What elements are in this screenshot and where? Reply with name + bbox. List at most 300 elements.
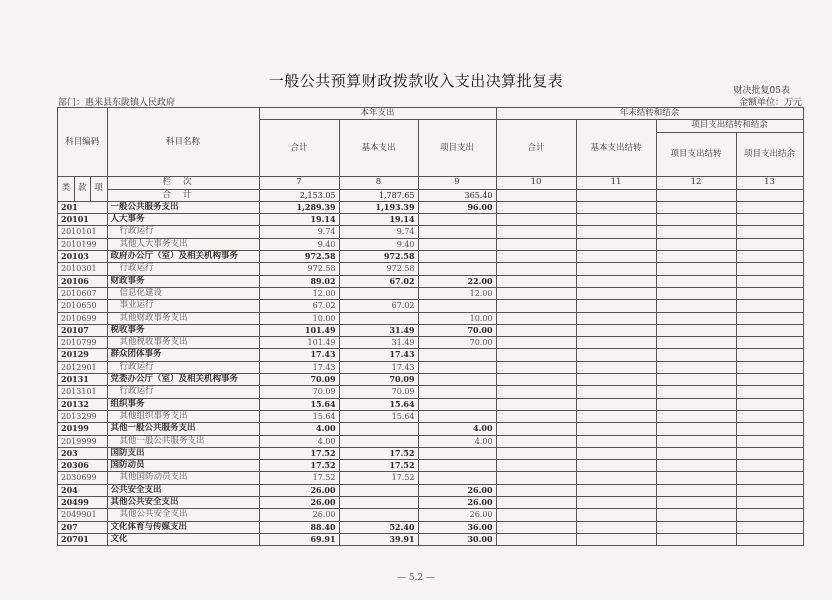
row-code: 20132 [58,398,108,410]
budget-table [57,107,804,546]
empty-cell [496,337,576,349]
empty-cell [736,497,803,509]
empty-cell [736,410,803,422]
row-code: 2019999 [58,435,108,447]
empty-cell [496,275,576,287]
row-total: 101.49 [259,324,339,336]
row-code: 20106 [58,275,108,287]
row-name: 文化 [107,533,259,545]
empty-cell [656,349,736,361]
row-total: 15.64 [259,398,339,410]
empty-cell [496,472,576,484]
row-project: 70.00 [418,324,496,336]
row-basic: 972.58 [339,251,418,263]
empty-cell [496,410,576,422]
empty-cell [576,398,656,410]
empty-cell [736,214,803,226]
row-basic [339,484,418,496]
empty-cell [736,337,803,349]
row-code: 2013299 [58,410,108,422]
row-basic: 70.09 [339,374,418,386]
page-number: — 5.2 — [396,573,436,583]
row-basic: 19.14 [339,214,418,226]
row-code: 2010607 [58,287,108,299]
row-project: 12.00 [418,287,496,299]
empty-cell [576,374,656,386]
empty-cell [736,447,803,459]
row-code: 2010199 [58,238,108,250]
header-code: 科目编码 [58,108,108,177]
row-code: 204 [58,484,108,496]
row-name: 其他公共安全支出 [107,509,259,521]
empty-cell [496,238,576,250]
row-total: 972.58 [259,251,339,263]
row-name: 事业运行 [107,300,259,312]
header-project: 项目支出 [418,120,496,177]
empty-cell [656,300,736,312]
row-total: 12.00 [259,287,339,299]
empty-cell [736,472,803,484]
row-project: 70.00 [418,337,496,349]
table-row [58,287,804,299]
empty-cell [496,521,576,533]
col-num-8: 8 [339,177,418,189]
row-project [418,214,496,226]
row-project [418,410,496,422]
empty-cell [656,287,736,299]
empty-cell [496,214,576,226]
empty-cell [736,435,803,447]
row-name: 政府办公厅（室）及相关机构事务 [107,251,259,263]
table-row [58,226,804,238]
header-name: 科目名称 [107,108,259,177]
empty-cell [496,374,576,386]
row-project [418,238,496,250]
row-total: 1,289.39 [259,201,339,213]
empty-cell [656,398,736,410]
table-row [58,484,804,496]
empty-cell [656,460,736,472]
table-row [58,349,804,361]
empty-cell [656,251,736,263]
row-name: 其他人大事务支出 [107,238,259,250]
empty-cell [576,361,656,373]
empty-cell [496,533,576,545]
table-row [58,374,804,386]
row-total: 101.49 [259,337,339,349]
empty-cell [656,423,736,435]
row-project [418,226,496,238]
row-basic: 1,193.39 [339,201,418,213]
row-code: 20199 [58,423,108,435]
row-basic: 9.74 [339,226,418,238]
row-project: 30.00 [418,533,496,545]
row-name: 其他财政事务支出 [107,312,259,324]
row-name: 国防支出 [107,447,259,459]
row-basic: 17.52 [339,460,418,472]
row-project [418,398,496,410]
row-code: 2030699 [58,472,108,484]
table-row [58,533,804,545]
sum-total: 2,153.05 [259,189,339,201]
header-basic-carry: 基本支出结转 [576,120,656,177]
row-basic [339,312,418,324]
row-project: 26.00 [418,509,496,521]
row-total: 70.09 [259,386,339,398]
empty-cell [576,201,656,213]
empty-cell [496,361,576,373]
empty-cell [656,312,736,324]
row-project [418,361,496,373]
row-code: 2049901 [58,509,108,521]
row-basic: 70.09 [339,386,418,398]
row-name: 其他一般公共服务支出 [107,423,259,435]
empty-cell [496,324,576,336]
row-basic: 67.02 [339,300,418,312]
row-project: 26.00 [418,497,496,509]
row-name: 党委办公厅（室）及相关机构事务 [107,374,259,386]
row-total: 10.00 [259,312,339,324]
sum-label: 合计 [107,189,259,201]
empty-cell [496,300,576,312]
row-name: 信息化建设 [107,287,259,299]
empty-cell [736,533,803,545]
row-basic: 15.64 [339,410,418,422]
table-row [58,460,804,472]
empty-cell [656,386,736,398]
empty-cell [736,287,803,299]
row-name: 其他税收事务支出 [107,337,259,349]
row-project [418,300,496,312]
sum-basic: 1,787.65 [339,189,418,201]
table-row [58,423,804,435]
empty-cell [576,324,656,336]
row-basic [339,435,418,447]
row-project: 36.00 [418,521,496,533]
empty-cell [496,398,576,410]
empty-cell [656,497,736,509]
lanci-label: 栏次 [107,177,259,189]
empty-cell [496,287,576,299]
row-total: 26.00 [259,484,339,496]
empty-cell [656,238,736,250]
empty-cell [736,300,803,312]
empty-cell [576,484,656,496]
row-project [418,263,496,275]
header-project-surplus: 项目支出结余 [736,132,803,177]
table-row [58,238,804,250]
empty-cell [576,226,656,238]
empty-cell [656,435,736,447]
row-basic: 9.40 [339,238,418,250]
row-basic: 972.58 [339,263,418,275]
empty-cell [576,521,656,533]
row-basic: 17.43 [339,349,418,361]
row-name: 文化体育与传媒支出 [107,521,259,533]
empty-cell [736,484,803,496]
row-basic: 52.40 [339,521,418,533]
empty-cell [736,349,803,361]
empty-cell [656,275,736,287]
empty-cell [736,361,803,373]
empty-cell [576,497,656,509]
header-total: 合计 [259,120,339,177]
table-row [58,214,804,226]
empty-cell [736,374,803,386]
empty-cell [576,349,656,361]
row-total: 67.02 [259,300,339,312]
empty-cell [656,263,736,275]
empty-cell [656,226,736,238]
empty-cell [496,435,576,447]
table-row [58,398,804,410]
row-code: 20306 [58,460,108,472]
header-project-carry: 项目支出结转 [656,132,736,177]
row-name: 其他国防动员支出 [107,472,259,484]
row-code: 2010699 [58,312,108,324]
empty-cell [656,374,736,386]
empty-cell [576,263,656,275]
col-num-13: 13 [736,177,803,189]
empty-cell [736,263,803,275]
empty-cell [496,509,576,521]
empty-cell [576,423,656,435]
row-total: 9.40 [259,238,339,250]
empty-cell [736,398,803,410]
empty-cell [576,533,656,545]
table-row [58,410,804,422]
row-basic: 15.64 [339,398,418,410]
empty-cell [576,386,656,398]
empty-cell [576,410,656,422]
row-total: 972.58 [259,263,339,275]
empty-cell [576,472,656,484]
col-num-11: 11 [576,177,656,189]
empty-cell [656,533,736,545]
row-basic [339,423,418,435]
table-row [58,251,804,263]
row-code: 201 [58,201,108,213]
empty-cell [496,423,576,435]
row-name: 群众团体事务 [107,349,259,361]
row-total: 19.14 [259,214,339,226]
empty-cell [496,484,576,496]
empty-cell [736,251,803,263]
header-kuan: 款 [75,177,91,202]
row-total: 89.02 [259,275,339,287]
empty-cell [736,460,803,472]
row-project: 4.00 [418,423,496,435]
empty-cell [576,300,656,312]
row-total: 17.52 [259,460,339,472]
empty-cell [496,201,576,213]
row-name: 税收事务 [107,324,259,336]
department-label: 部门：惠来县东陇镇人民政府 [58,98,176,108]
row-code: 2013101 [58,386,108,398]
empty-cell [656,521,736,533]
row-name: 行政运行 [107,226,259,238]
row-code: 20701 [58,533,108,545]
row-name: 其他公共安全支出 [107,497,259,509]
row-code: 2010799 [58,337,108,349]
row-project: 22.00 [418,275,496,287]
empty-cell [736,238,803,250]
empty-cell [736,226,803,238]
row-code: 20103 [58,251,108,263]
empty-cell [656,324,736,336]
row-name: 一般公共服务支出 [107,201,259,213]
empty-cell [496,349,576,361]
empty-cell [576,275,656,287]
row-total: 4.00 [259,423,339,435]
empty-cell [736,386,803,398]
row-name: 公共安全支出 [107,484,259,496]
row-code: 20107 [58,324,108,336]
row-project: 10.00 [418,312,496,324]
empty-cell [656,361,736,373]
row-basic: 17.52 [339,447,418,459]
table-row [58,201,804,213]
empty-cell [496,497,576,509]
row-code: 207 [58,521,108,533]
row-project: 4.00 [418,435,496,447]
header-lei: 类 [58,177,75,202]
empty-cell [576,287,656,299]
page-title: 一般公共预算财政拨款收入支出决算批复表 [268,72,564,90]
table-row [58,435,804,447]
row-code: 2010101 [58,226,108,238]
row-total: 26.00 [259,509,339,521]
header-current-year: 本年支出 [259,108,496,120]
row-basic: 39.91 [339,533,418,545]
row-project [418,472,496,484]
row-project [418,349,496,361]
row-total: 17.43 [259,349,339,361]
row-basic: 17.52 [339,472,418,484]
row-project [418,447,496,459]
row-code: 2010301 [58,263,108,275]
row-code: 203 [58,447,108,459]
empty-cell [656,447,736,459]
row-total: 88.40 [259,521,339,533]
empty-cell [496,251,576,263]
empty-cell [736,423,803,435]
empty-cell [656,472,736,484]
table-row [58,509,804,521]
row-total: 69.91 [259,533,339,545]
table-row [58,324,804,336]
row-name: 其他一般公共服务支出 [107,435,259,447]
table-row [58,472,804,484]
row-basic: 17.43 [339,361,418,373]
row-project: 96.00 [418,201,496,213]
row-name: 人大事务 [107,214,259,226]
table-row [58,521,804,533]
table-row [58,447,804,459]
empty-cell [736,201,803,213]
row-total: 9.74 [259,226,339,238]
empty-cell [656,214,736,226]
sum-project: 365.40 [418,189,496,201]
row-project: 26.00 [418,484,496,496]
empty-cell [656,484,736,496]
col-num-9: 9 [418,177,496,189]
row-basic: 31.49 [339,324,418,336]
empty-cell [736,312,803,324]
row-name: 行政运行 [107,361,259,373]
table-row [58,275,804,287]
row-name: 行政运行 [107,386,259,398]
row-basic [339,497,418,509]
row-project [418,251,496,263]
empty-cell [656,509,736,521]
row-name: 财政事务 [107,275,259,287]
empty-cell [496,460,576,472]
header-basic: 基本支出 [339,120,418,177]
row-code: 2012901 [58,361,108,373]
empty-cell [656,337,736,349]
empty-cell [656,410,736,422]
row-basic [339,287,418,299]
row-basic: 67.02 [339,275,418,287]
empty-cell [576,337,656,349]
empty-cell [736,324,803,336]
empty-cell [496,447,576,459]
row-total: 15.64 [259,410,339,422]
row-code: 2010650 [58,300,108,312]
empty-cell [576,312,656,324]
empty-cell [576,238,656,250]
unit-label: 金额单位：万元 [738,98,802,108]
col-num-12: 12 [656,177,736,189]
empty-cell [576,460,656,472]
empty-cell [496,386,576,398]
empty-cell [576,214,656,226]
empty-cell [736,521,803,533]
row-project [418,460,496,472]
empty-cell [496,263,576,275]
row-name: 国防动员 [107,460,259,472]
table-row [58,361,804,373]
row-basic [339,509,418,521]
table-row [58,497,804,509]
row-total: 17.43 [259,361,339,373]
row-name: 行政运行 [107,263,259,275]
col-num-7: 7 [259,177,339,189]
header-xiang: 项 [90,177,107,202]
empty-cell [656,201,736,213]
row-basic: 31.49 [339,337,418,349]
row-code: 20101 [58,214,108,226]
row-name: 其他组织事务支出 [107,410,259,422]
row-project [418,374,496,386]
row-project [418,386,496,398]
row-total: 4.00 [259,435,339,447]
row-total: 17.52 [259,447,339,459]
empty-cell [576,435,656,447]
row-name: 组织事务 [107,398,259,410]
empty-cell [736,509,803,521]
table-row [58,300,804,312]
row-total: 70.09 [259,374,339,386]
empty-cell [576,509,656,521]
header-ye-total: 合计 [496,120,576,177]
row-code: 20131 [58,374,108,386]
empty-cell [496,312,576,324]
table-row [58,386,804,398]
row-total: 17.52 [259,472,339,484]
header-year-end: 年末结转和结余 [496,108,803,120]
